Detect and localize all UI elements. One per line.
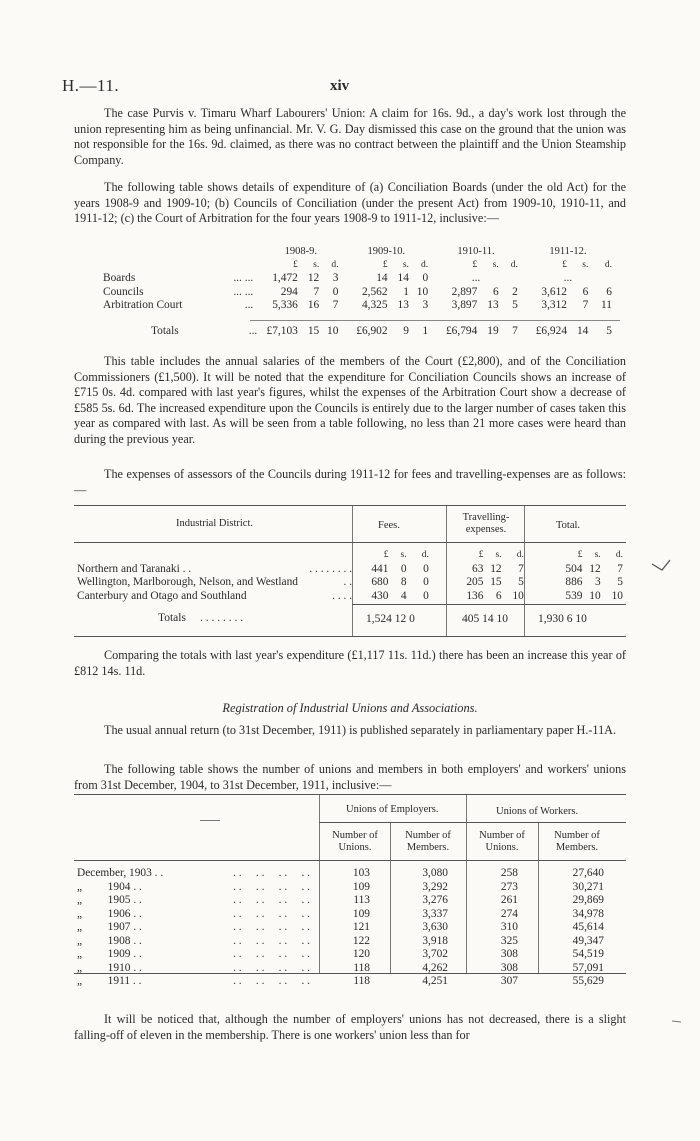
pencil-mark-icon [650,558,672,578]
emp-members-cell: 4,251 [422,975,448,987]
sub-header-wrk-members: Number of Members. [554,830,600,853]
emp-members-cell: 3,337 [422,907,448,920]
cell: 12 [490,562,502,575]
year-cell [74,867,319,881]
year-cell [74,948,319,962]
cell: £7,103 [266,324,298,337]
table-rule [74,505,626,506]
wrk-unions-cell: 274 [500,907,518,920]
unit-label: £ [472,259,478,270]
cell: £6,794 [445,324,478,337]
table-row [100,299,615,313]
cell: 6 [606,285,612,298]
cell: 0 [332,285,339,298]
assessor-table [74,549,626,603]
unit-label: s. [582,259,589,270]
row-label: Councils [103,285,144,298]
leader-dots: . . . . . . . . [233,867,310,879]
table-row [74,576,626,590]
unit-label: s. [400,550,407,560]
wrk-unions-cell: 310 [500,921,518,933]
row-label: Boards [103,272,136,284]
col-header-travel: Travelling-expenses. [462,512,510,535]
cell: 9 [403,324,409,337]
cell: £6,924 [535,324,568,337]
cell: 14 [482,613,494,625]
margin-tick-icon [670,1016,684,1026]
emp-unions-cell: 118 [353,961,370,974]
emp-unions-cell: 109 [352,907,370,920]
cell: 15 [490,576,502,588]
cell: 0 [423,576,429,588]
wrk-members-cell: 54,519 [572,948,604,960]
table-rule [74,973,626,974]
leader-dots: . . . . . . . . [233,921,310,933]
year-label: „ 1910 . . [77,961,142,974]
cell: 10 [416,285,429,298]
cell: 10 [611,589,623,602]
cell: 0 [423,589,429,602]
year-header: 1908-9. [284,246,318,257]
emp-unions-cell: 118 [353,975,370,987]
district-label: Northern and Taranaki . . [77,562,192,575]
table-row [74,563,626,577]
unit-label: s. [402,259,409,270]
leader-dots: ... [244,299,254,311]
page-ref: H.—11. [62,76,120,95]
table-row [74,590,626,604]
group-header-workers: Unions of Workers. [496,806,579,817]
cell: 16 [307,299,320,311]
table-row [100,286,615,300]
cell: 1 [422,324,429,337]
total-fees [366,613,415,625]
year-label: „ 1907 . . [77,921,142,933]
cell: 680 [371,576,389,588]
wrk-members-cell: 55,629 [572,975,604,987]
cell: 10 [589,589,601,602]
wrk-unions-cell: 261 [500,894,518,906]
leader-dots: . . . . . . . . [233,934,310,947]
emp-members-cell: 3,702 [422,948,448,960]
table-row [74,935,626,949]
expenditure-table [100,245,615,338]
leader-dots: . . . . . . . . [233,975,310,987]
cell: 7 [512,324,518,337]
emp-members-cell: 3,080 [422,867,448,879]
table-row [74,908,626,922]
emp-members-cell: 3,918 [422,934,448,947]
cell: 3,897 [451,299,478,311]
unit-label: d. [331,259,339,270]
wrk-members-cell: 45,614 [572,921,604,933]
unit-label: £ [478,550,484,560]
cell: 7 [313,285,320,298]
paragraph-purvis-case: The case Purvis v. Timaru Wharf Labourers' Union: A claim for 16s. 9d., a day's work lost through the union representing him as being unfinancial. Mr. V. G. Day dismissed this case on the ground that the union was not responsible for the 16s. 9d. claimed, as there was no contract between the plaintiff and the Union Steamship Company. [74,106,626,167]
emp-unions-cell: 121 [352,921,370,933]
table-row [74,975,626,989]
cell: ... [563,272,573,284]
cell: 294 [280,285,298,298]
cell: 63 [472,562,484,575]
year-header: 1911-12. [549,246,587,257]
wrk-unions-cell: 308 [500,961,518,974]
wrk-unions-cell: 307 [500,975,518,987]
cell: 5 [606,324,612,337]
year-label: „ 1904 . . [77,880,142,893]
unit-label: £ [382,259,388,270]
wrk-unions-cell: 258 [500,867,518,879]
paragraph-unions-intro: The following table shows the number of unions and members in both employers' and workers' unions from 31st December, 1904, to 31st December, 1911, inclusive:— [74,762,626,792]
leader-dots: . . [343,576,353,588]
emp-unions-cell: 120 [352,948,370,960]
leader-dots: . . . . . . . . [200,612,244,624]
col-header-district: Industrial District. [176,518,253,529]
cell: 6 [582,285,589,298]
sub-header-wrk-unions: Number of Unions. [479,830,525,853]
table-rule [74,542,626,543]
paragraph-assessors-comparison: Comparing the totals with last year's expenditure (£1,117 11s. 11d.) there has been an increase this year of £812 14s. 11d. [74,648,626,678]
table-rule [352,604,626,605]
emp-members-cell: 3,276 [422,894,448,906]
cell: 6 [495,589,502,602]
total-all [538,613,587,625]
stub-dash [200,820,220,821]
cell: 4,325 [361,299,388,311]
emp-unions-cell: 122 [352,934,370,947]
cell: 2,897 [451,285,478,298]
leader-dots: . . . . [332,589,353,602]
cell: 11 [601,299,612,311]
cell: 19 [487,324,499,337]
year-header: 1910-11. [457,246,495,257]
wrk-unions-cell: 325 [500,934,518,947]
cell: 13 [397,299,409,311]
wrk-members-cell: 27,640 [572,867,604,879]
cell: 7 [518,562,524,575]
cell: 405 [462,613,480,625]
emp-unions-cell: 113 [353,894,370,906]
emp-members-cell: 3,630 [422,921,448,933]
cell: £6,902 [356,324,388,337]
paragraph-expenditure-notes: This table includes the annual salaries of the members of the Court (£2,800), and of the Conciliation Commissioners (£1,500). It will be noted that the expenditure for Conciliation Councils shows an increase of £715 0s. 4d. compared with last year's figures, whilst the expenses of the Arbitration Court show a decrease of £585 5s. 6d. The increased expenditure upon the Councils is entirely due to the larger number of cases taken this year as compared with last. As will be seen from a table following, no less than 21 more cases were heard than during the previous year. [74,354,626,446]
totals-row [100,325,615,339]
cell: 10 [575,613,587,625]
wrk-members-cell: 49,347 [572,934,604,947]
cell: 14 [576,324,589,337]
cell: 5 [512,299,518,311]
cell: 15 [307,324,320,337]
cell: 7 [582,299,589,311]
cell: 14 [376,272,388,284]
unit-label: s. [313,259,320,270]
year-header: 1909-10. [367,246,406,257]
wrk-members-cell: 29,869 [572,894,604,906]
table-row [100,272,615,286]
year-cell [74,975,319,989]
year-cell [74,881,319,895]
table-row [74,948,626,962]
wrk-members-cell: 34,978 [572,907,604,920]
cell: 0 [423,562,429,575]
cell: 0 [400,562,407,575]
cell: 3,612 [541,285,568,298]
cell: 12 [589,562,601,575]
cell: 3,312 [541,299,568,311]
cell: 10 [512,589,524,602]
year-label: „ 1905 . . [77,894,142,906]
cell: 13 [487,299,499,311]
cell: 1,930 [538,613,564,625]
cell: 12 [307,272,320,284]
leader-dots: ... ... [233,285,254,298]
year-label: „ 1909 . . [77,948,142,960]
year-cell [74,935,319,949]
leader-dots: ... [248,324,258,337]
wrk-members-cell: 57,091 [572,961,604,974]
group-header-employers: Unions of Employers. [346,804,439,815]
unit-label: £ [562,259,568,270]
cell: 3 [332,272,339,284]
table-rule [74,860,626,861]
totals-rule [250,320,620,321]
cell: 205 [466,576,484,588]
totals-label: Totals [158,612,186,624]
cell: 6 [566,613,573,625]
paragraph-expenditure-intro: The following table shows details of expenditure of (a) Conciliation Boards (under the old Act) for the years 1908-9 and 1909-10; (b) Councils of Conciliation (under the present Act) from 1909-10, 1910-11, and 1911-12; (c) the Court of Arbitration for the four years 1908-9 to 1911-12, inclusive:— [74,180,626,225]
cell: 6 [492,285,499,298]
total-travel [462,613,508,625]
cell: 3 [594,576,601,588]
cell: 7 [617,562,623,575]
unit-label: £ [293,259,298,270]
wrk-members-cell: 30,271 [572,880,604,893]
year-cell [74,908,319,922]
cell: 1,472 [272,272,298,284]
district-label: Wellington, Marlborough, Nelson, and Westland [77,576,298,588]
cell: 14 [397,272,409,284]
cell: 12 [394,613,407,625]
table-row [74,881,626,895]
cell: 0 [422,272,429,284]
leader-dots: . . . . . . . . [233,880,310,893]
unions-table [74,867,626,989]
cell: 504 [565,562,583,575]
cell: 1,524 [366,613,392,625]
totals-label: Totals [151,324,179,337]
cell: 5,336 [272,299,298,311]
cell: 0 [409,613,415,625]
section-heading: Registration of Industrial Unions and Associations. [222,701,478,715]
leader-dots: . . . . . . . . [233,961,310,974]
year-label: „ 1911 . . [77,975,142,987]
cell: 2,562 [361,285,388,298]
cell: 539 [565,589,583,602]
unit-label: £ [577,550,583,560]
cell: 8 [400,576,407,588]
unit-label: d. [421,550,429,560]
unit-label: d. [516,550,524,560]
cell: 4 [400,589,407,602]
table-rule [74,794,626,795]
cell: ... [471,272,481,284]
col-header-fees: Fees. [378,520,400,531]
year-label: „ 1906 . . [77,907,142,920]
cell: 10 [496,613,508,625]
sub-header-emp-unions: Number of Unions. [332,830,378,853]
unit-label: d. [615,550,623,560]
emp-unions-cell: 109 [352,880,370,893]
unit-label: d. [421,259,429,270]
cell: 10 [327,324,339,337]
cell: 441 [371,562,389,575]
district-label: Canterbury and Otago and Southland [77,589,247,602]
year-label: „ 1908 . . [77,934,142,947]
unit-label: £ [383,550,389,560]
col-header-total: Total. [556,520,581,531]
cell: 886 [565,576,583,588]
year-cell [74,921,319,935]
cell: 430 [371,589,389,602]
cell: 7 [332,299,339,311]
year-cell [74,894,319,908]
leader-dots: ... ... [233,272,254,284]
paragraph-closing: It will be noticed that, although the number of employers' unions has not decreased, there is a slight falling-off of eleven in the membership. There is one workers' union less than for [74,1012,626,1042]
paragraph-assessors-intro: The expenses of assessors of the Councils during 1911-12 for fees and travelling-expenses are as follows:— [74,467,626,497]
unit-label: d. [510,259,518,270]
paragraph-annual-return: The usual annual return (to 31st December, 1911) is published separately in parliamentary paper H.-11A. [104,723,617,737]
cell: 2 [512,285,518,298]
cell: 3 [422,299,429,311]
unit-label: s. [492,259,499,270]
cell: 5 [518,576,524,588]
leader-dots: . . . . . . . . [309,562,353,575]
wrk-unions-cell: 308 [500,948,518,960]
leader-dots: . . . . . . . . [233,907,310,920]
emp-members-cell: 3,292 [422,880,448,893]
table-rule [74,636,626,637]
emp-unions-cell: 103 [352,867,370,879]
unit-label: s. [495,550,502,560]
table-row [74,894,626,908]
leader-dots: . . . . . . . . [233,894,310,906]
row-label: Arbitration Court [103,299,183,311]
emp-members-cell: 4,262 [422,961,448,974]
unit-label: d. [604,259,612,270]
table-rule [319,822,626,823]
cell: 1 [403,285,409,298]
table-row [74,921,626,935]
cell: 136 [466,589,484,602]
page-number: xiv [330,78,350,94]
wrk-unions-cell: 273 [500,880,518,893]
cell: 5 [617,576,623,588]
unit-label: s. [594,550,601,560]
year-label: December, 1903 . . [77,867,164,879]
leader-dots: . . . . . . . . [233,948,310,960]
sub-header-emp-members: Number of Members. [405,830,451,853]
table-row [74,867,626,881]
